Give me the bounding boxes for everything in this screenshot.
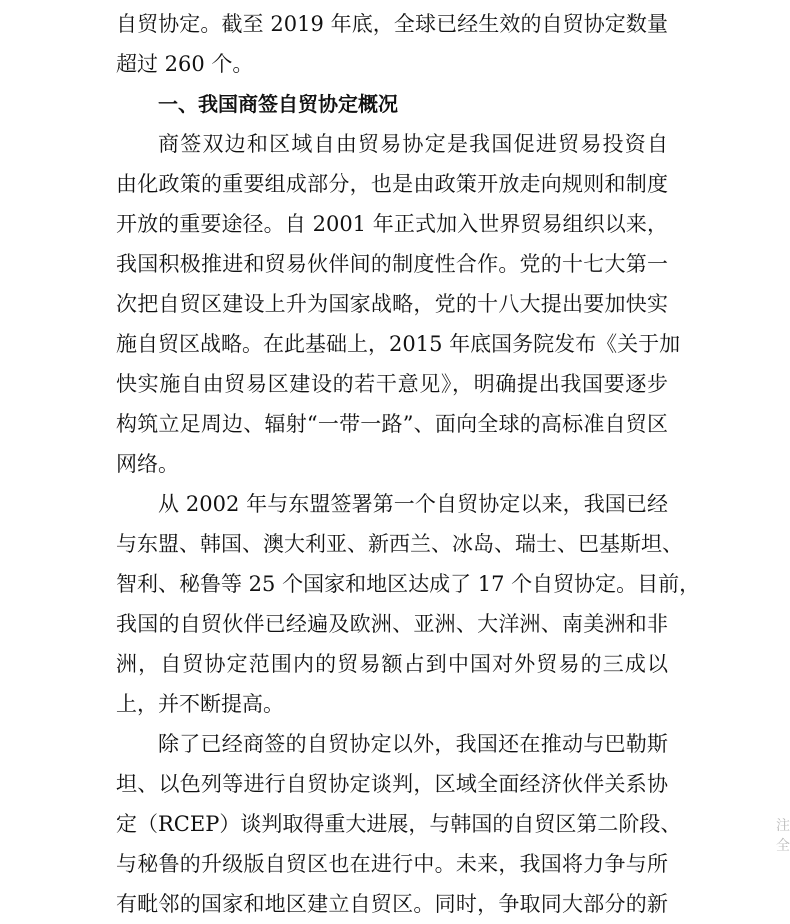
paragraph2-line-2: 与东盟、韩国、澳大利亚、新西兰、冰岛、瑞士、巴基斯坦、 xyxy=(116,532,683,556)
paragraph1-line-9: 网络。 xyxy=(116,452,179,476)
paragraph1-line-5: 次把自贸区建设上升为国家战略，党的十八大提出要加快实 xyxy=(116,292,668,316)
section-heading: 一、我国商签自贸协定概况 xyxy=(158,92,398,116)
paragraph1-line-7: 快实施自由贸易区建设的若干意见》，明确提出我国要逐步 xyxy=(116,372,668,396)
paragraph1-line-1: 商签双边和区域自由贸易协定是我国促进贸易投资自 xyxy=(158,132,668,156)
intro-line-1: 自贸协定。截至 2019 年底，全球已经生效的自贸协定数量 xyxy=(116,12,668,36)
edge-mark-2: 全 xyxy=(776,838,790,854)
paragraph3-line-5: 有毗邻的国家和地区建立自贸区。同时，争取同大部分的新 xyxy=(116,892,668,916)
paragraph1-line-8: 构筑立足周边、辐射“一带一路”、面向全球的高标准自贸区 xyxy=(116,412,668,436)
paragraph2-line-4: 我国的自贸伙伴已经遍及欧洲、亚洲、大洋洲、南美洲和非 xyxy=(116,612,668,636)
paragraph2-line-3: 智利、秘鲁等 25 个国家和地区达成了 17 个自贸协定。目前， xyxy=(116,572,701,596)
paragraph1-line-6: 施自贸区战略。在此基础上，2015 年底国务院发布《关于加 xyxy=(116,332,681,356)
paragraph3-line-1: 除了已经商签的自贸协定以外，我国还在推动与巴勒斯 xyxy=(158,732,668,756)
paragraph3-line-2: 坦、以色列等进行自贸协定谈判，区域全面经济伙伴关系协 xyxy=(116,772,668,796)
paragraph1-line-4: 我国积极推进和贸易伙伴间的制度性合作。党的十七大第一 xyxy=(116,252,668,276)
paragraph1-line-2: 由化政策的重要组成部分，也是由政策开放走向规则和制度 xyxy=(116,172,668,196)
paragraph3-line-3: 定（RCEP）谈判取得重大进展，与韩国的自贸区第二阶段、 xyxy=(116,812,682,836)
paragraph1-line-3: 开放的重要途径。自 2001 年正式加入世界贸易组织以来， xyxy=(116,212,668,236)
paragraph3-line-4: 与秘鲁的升级版自贸区也在进行中。未来，我国将力争与所 xyxy=(116,852,668,876)
intro-line-2: 超过 260 个。 xyxy=(116,52,254,76)
paragraph2-line-6: 上，并不断提高。 xyxy=(116,692,284,716)
edge-mark-1: 注 xyxy=(776,818,790,834)
paragraph2-line-5: 洲，自贸协定范围内的贸易额占到中国对外贸易的三成以 xyxy=(116,652,668,676)
paragraph2-line-1: 从 2002 年与东盟签署第一个自贸协定以来，我国已经 xyxy=(158,492,668,516)
